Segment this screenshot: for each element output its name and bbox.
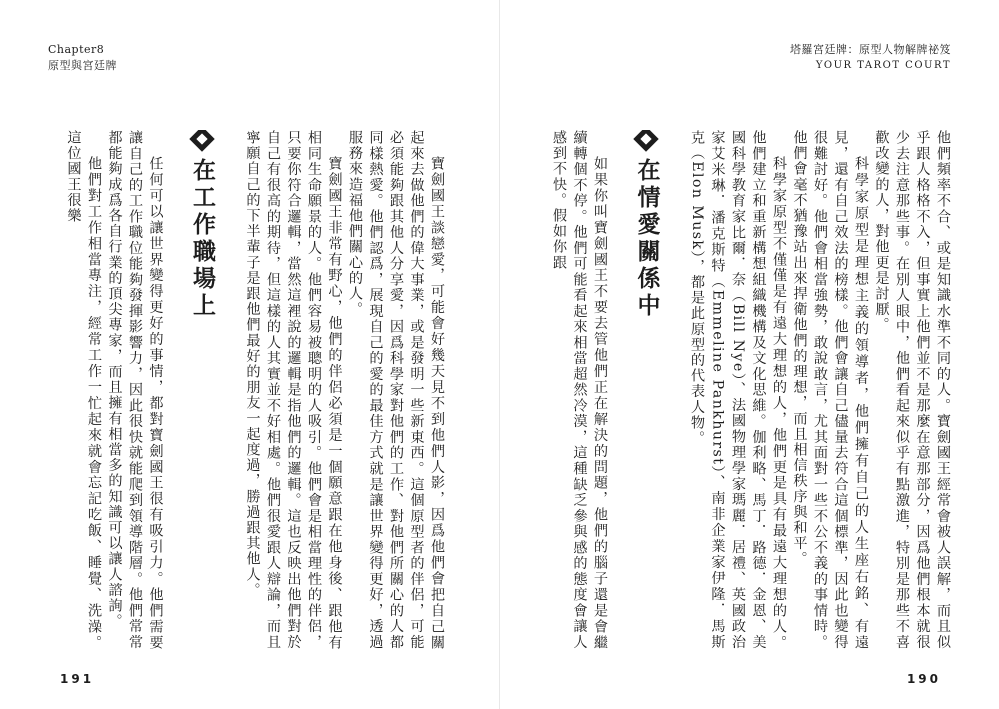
body-paragraph: 寶劍國王非常有野心，他們的伴侶必須是一個願意跟在他身後、跟他有相同生命願景的人。他們容易被聰明的人吸引。他們會是相當理性的伴侶，只要你符合邏輯，當然這裡說的邏輯是指他們的邏輯。這也反映出他們對於自己有很高的期待，但這樣的人其實並不好相處。他們很愛跟人辯論，而且寧願自己的下半輩子是跟他們最好的朋友一起度過，勝過跟其他人。 [244, 130, 343, 650]
chapter-number: Chapter8 [48, 43, 105, 56]
diamond-bullet-icon [189, 130, 214, 152]
left-running-header [48, 42, 117, 74]
page-gutter [499, 0, 500, 709]
section-heading-work [189, 130, 215, 650]
right-page-body [533, 130, 953, 650]
body-paragraph: 寶劍國王談戀愛，可能會好幾天見不到他們人影，因爲他們會把自己關起來去做他們的偉大事業，或是發明一些新東西。這個原型者的伴侶，可能必須能夠跟其他人分享愛，因爲科學家對他們的工作、對他們所關心的人都同樣熱愛。他們認爲，展現自己的愛的最佳方式就是讓世界變得更好，透過服務來造福他們關心的人。 [347, 130, 445, 650]
right-running-header [790, 42, 951, 74]
chapter-title: 原型與宮廷牌 [48, 59, 117, 72]
body-paragraph: 如果你叫寶劍國王不要去管他們正在解決的問題，他們的腦子還是會繼續轉個不停。他們可能看起來相當超然冷漠，這種缺乏參與感的態度會讓人感到不快。假如你跟 [551, 130, 608, 650]
body-paragraph: 科學家原型不僅僅是有遠大理想的人，他們更是具有最遠大理想的人。他們建立和重新構想組織機構及文化思維。伽利略、馬丁．路德．金恩、美國科學教育家比爾．奈（Bill Nye）、法國物理學家瑪麗．居禮、英國政治家艾米琳．潘克斯特（Emmeline Pankhurst）、南非企業家伊隆．馬斯克（Elon Musk），都是此原型的代表人物。 [689, 130, 787, 650]
left-page-body [35, 130, 447, 650]
body-paragraph: 科學家原型是理想主義的領導者，他們擁有自己的人生座右銘、有遠見，還有自己效法的榜樣。他們會讓自己儘量去符合這個標準，因此也變得很難討好。他們會相當強勢，敢說敢言，尤其面對一些不公不義的事情時。他們會毫不猶豫站出來捍衛他們的理想，而且相信秩序與和平。 [791, 130, 869, 650]
page-number-left: 191 [60, 672, 95, 686]
body-paragraph: 任何可以讓世界變得更好的事情，都對寶劍國王很有吸引力。他們需要讓自己的工作職位能夠發揮影響力，因此很快就能爬到領導階層。他們常常都能夠成爲各自行業的頂尖專家，而且擁有相當多的知識可以讓人諮詢。 [106, 130, 164, 650]
book-english-title: YOUR TAROT COURT [815, 60, 951, 71]
body-paragraph: 他們對工作相當專注，經常工作一忙起來就會忘記吃飯、睡覺、洗澡。這位國王很樂 [65, 130, 102, 650]
page-number-right: 190 [906, 672, 941, 686]
section-heading-love [633, 130, 660, 650]
continued-paragraph: 他們頻率不合、或是知識水準不同的人。寶劍國王經常會被人誤解，而且似乎跟人格格不入，但事實上他們並不是那麼在意那部分，因爲他們根本就很少去注意那些事。在別人眼中，他們看起來似乎有點激進，特別是那些不喜歡改變的人，對他更是討厭。 [873, 130, 951, 650]
book-title: 塔羅宮廷牌：原型人物解牌祕笈 [790, 43, 951, 56]
section-title: 在工作職場上 [189, 158, 215, 320]
diamond-bullet-icon [634, 130, 659, 152]
section-title: 在情愛關係中 [633, 158, 660, 320]
